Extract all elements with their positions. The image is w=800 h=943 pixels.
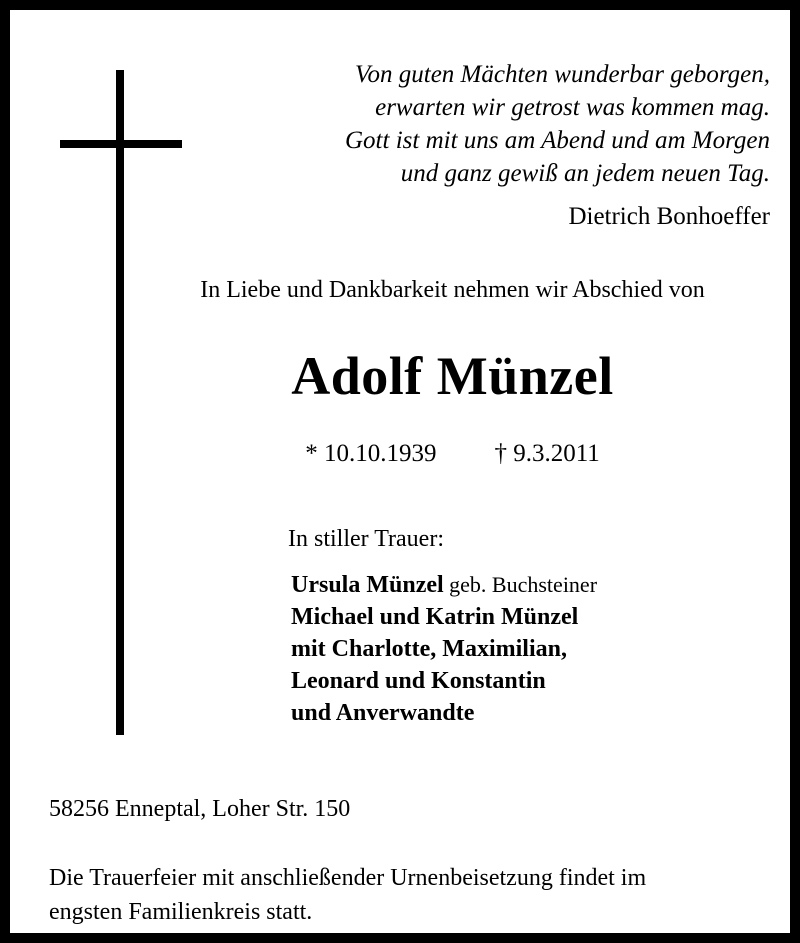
cross-vertical-bar — [116, 70, 124, 735]
mourner-line — [291, 633, 597, 665]
verse-line-3: Gott ist mit uns am Abend und am Morgen — [345, 127, 770, 154]
mourner-line — [291, 665, 597, 697]
notice-inner — [10, 10, 790, 933]
cross-horizontal-bar — [60, 140, 182, 148]
mourner-line — [291, 601, 597, 633]
mourner-name: Ursula Münzel — [291, 572, 444, 598]
mourners-heading: In stiller Trauer: — [288, 526, 444, 552]
mourner-suffix: geb. Buchsteiner — [443, 572, 598, 597]
death-date: † 9.3.2011 — [494, 440, 600, 467]
mourner-name: Leonard und Konstantin — [291, 668, 546, 694]
funeral-notice-line-2: engsten Familienkreis statt. — [49, 899, 313, 925]
funeral-notice — [49, 861, 769, 929]
verse-block — [210, 58, 770, 190]
deceased-name: Adolf Münzel — [291, 346, 614, 406]
address-text: 58256 Enneptal, Loher Str. 150 — [49, 796, 351, 822]
mourner-line — [291, 569, 597, 601]
verse-author: Dietrich Bonhoeffer — [568, 203, 770, 230]
verse-line-4: und ganz gewiß an jedem neuen Tag. — [400, 160, 770, 187]
mourners-list — [291, 569, 597, 729]
verse-line-2: erwarten wir getrost was kommen mag. — [375, 94, 770, 121]
funeral-notice-line-1: Die Trauerfeier mit anschließender Urnenbeisetzung findet im — [49, 865, 647, 891]
life-dates — [130, 440, 775, 468]
mourner-name: und Anverwandte — [291, 700, 475, 726]
intro-text: In Liebe und Dankbarkeit nehmen wir Abschied von — [200, 277, 705, 303]
mourner-name: mit Charlotte, Maximilian, — [291, 636, 567, 662]
birth-date: * 10.10.1939 — [305, 440, 437, 467]
mourner-line — [291, 697, 597, 729]
verse-line-1: Von guten Mächten wunderbar geborgen, — [355, 61, 770, 88]
mourner-name: Michael und Katrin Münzel — [291, 604, 579, 630]
